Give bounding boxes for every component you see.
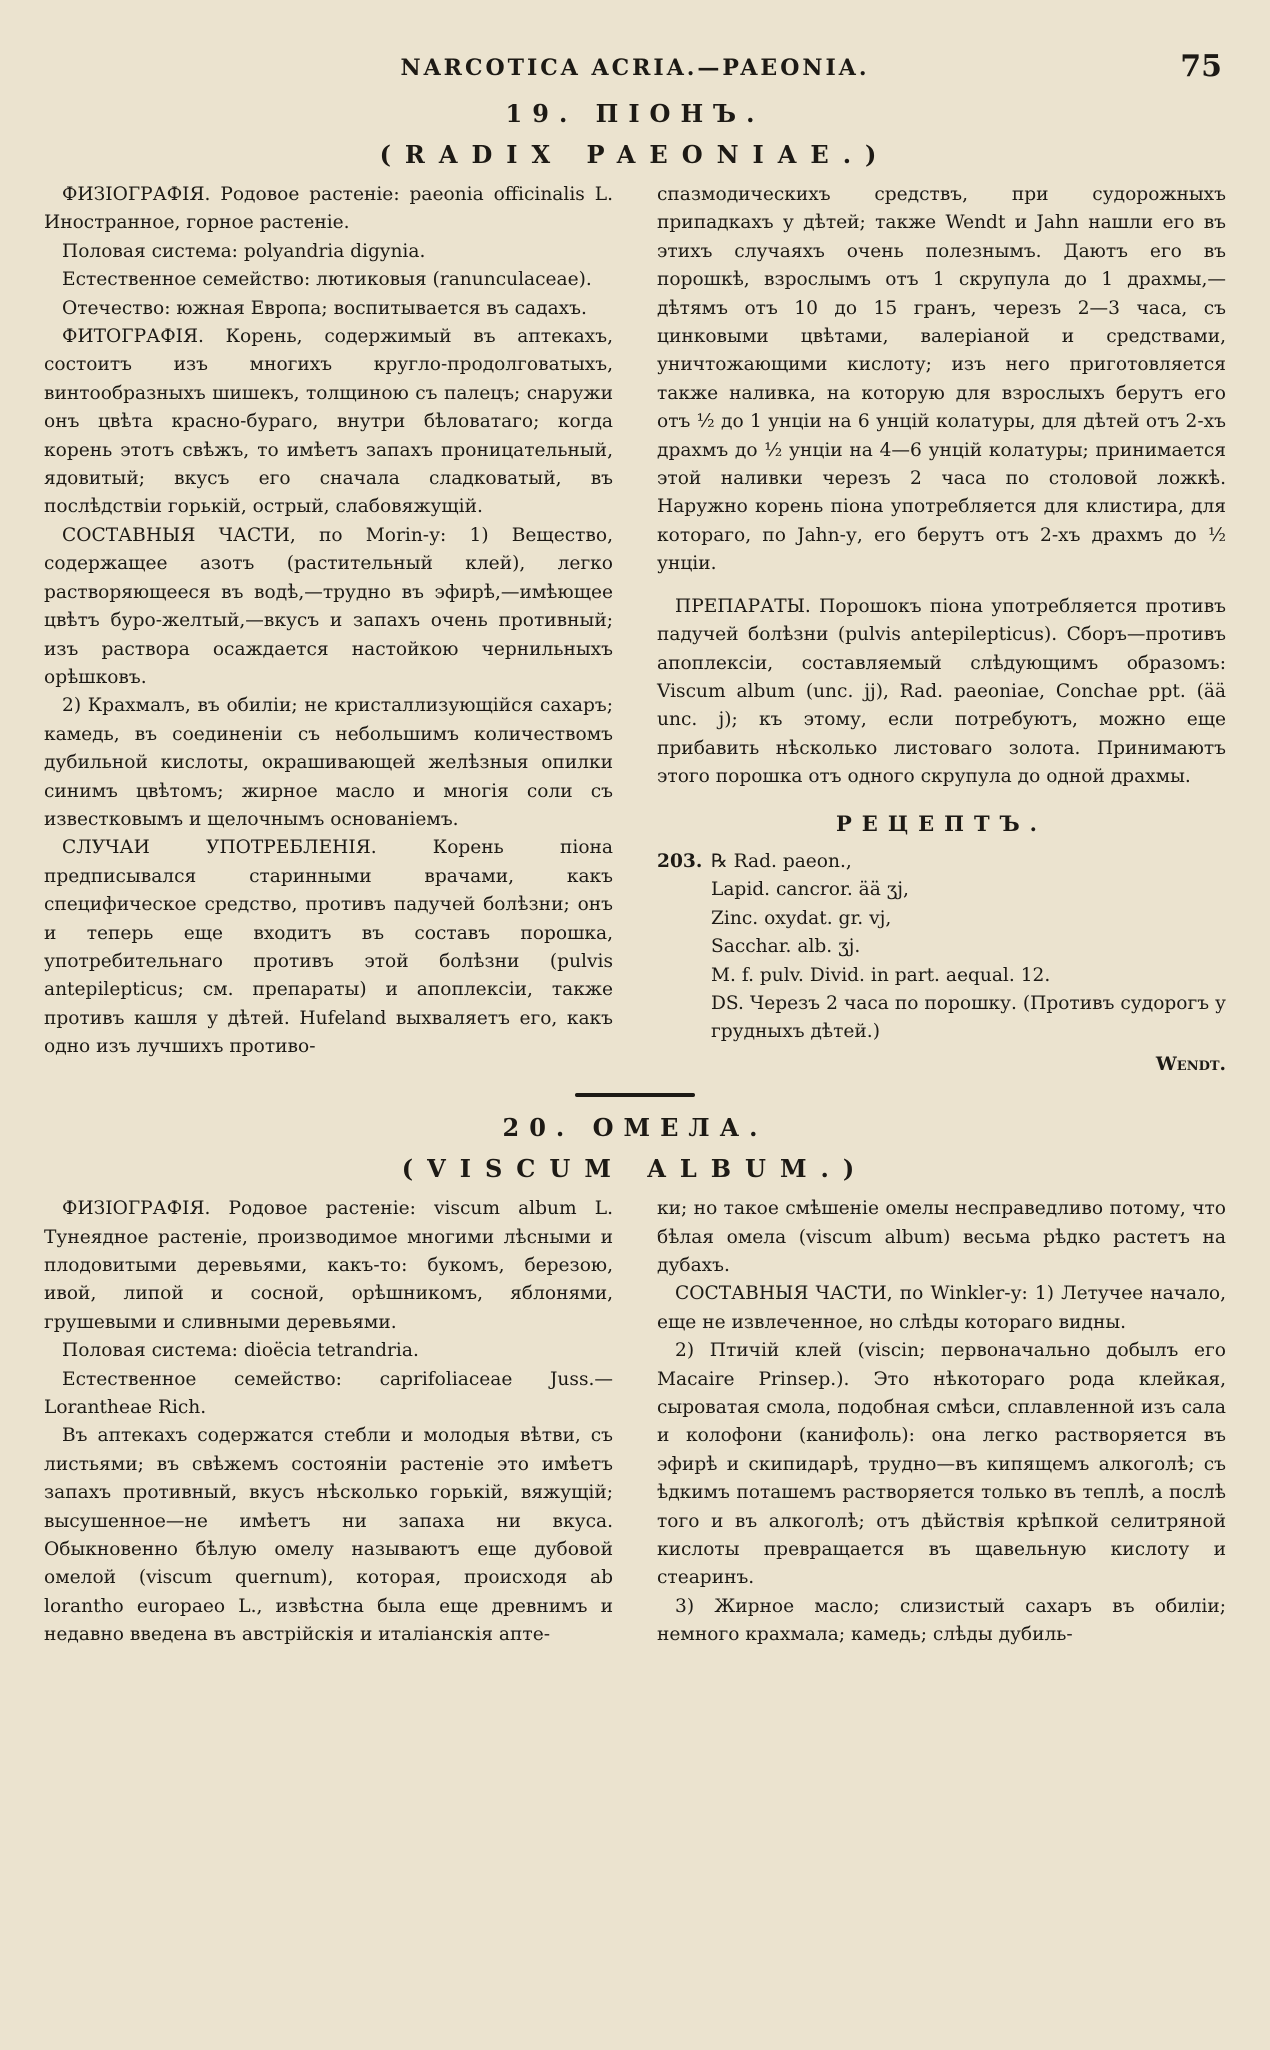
section-subtitle-peony: (RADIX PAEONIAE.) — [379, 140, 891, 169]
section-title-peony: 19. ПІОНЪ. — [505, 99, 765, 128]
left-column — [44, 1195, 613, 1650]
right-column — [657, 1195, 1226, 1650]
recipe-line: M. f. pulv. Divid. in part. aequal. 12. — [711, 964, 1051, 986]
recipe-line: Sacchar. alb. ʒj. — [711, 936, 861, 958]
right-column — [657, 181, 1226, 1079]
section-peony-columns — [44, 181, 1226, 1079]
paragraph: 2) Птичій клей (viscin; первоначально добылъ его Macaire Prinsep.). Это нѣкотораго рода клейкая, сыроватая смола, подобная смѣси, сплавленной изъ сала и колофони (канифоль): она легко растворяется въ эфирѣ и скипидарѣ, трудно—въ кипящемъ алкоголѣ; съ ѣдкимъ поташемъ растворяется только въ теплѣ, а послѣ того и въ алкоголѣ; отъ дѣйствія крѣпкой селитряной кислоты превращается въ щавельную кислоту и стеаринъ. — [657, 1340, 1226, 1589]
section-subtitle-mistletoe: (VISCUM ALBUM.) — [401, 1154, 869, 1184]
paragraph: СЛУЧАИ УПОТРЕБЛЕНІЯ. Корень піона предписывался старинными врачами, какъ специфическое средство, противъ падучей болѣзни; онъ и теперь еще входитъ въ составъ порошка, употребительнаго противъ этой болѣзни (pulvis antepilepticus; см. препараты) и апоплексіи, также противъ кашля у дѣтей. Hufeland выхваляетъ его, какъ одно изъ лучшихъ противо- — [44, 837, 613, 1058]
running-head-text: NARCOTICA ACRIA.—PAEONIA. — [400, 55, 870, 81]
recipe-block — [657, 848, 1226, 1079]
paragraph: 2) Крахмалъ, въ обиліи; не кристаллизующійся сахаръ; камедь, въ соединеніи съ небольшимъ количествомъ дубильной кислоты, окрашивающей желѣзныя опилки синимъ цвѣтомъ; жирное масло и многія соли съ известковымъ и щелочнымъ основаніемъ. — [44, 695, 613, 830]
paragraph: Половая система: dioëcia tetrandria. — [62, 1340, 419, 1362]
paragraph: ПРЕПАРАТЫ. Порошокъ піона употребляется противъ падучей болѣзни (pulvis antepilepticus). Сборъ—противъ апоплексіи, составляемый слѣдующимъ образомъ: Viscum album (unc. jj), Rad. paeoniae, Conchae ppt. (ää unc. j); къ этому, если потребуютъ, можно еще прибавить нѣсколько листоваго золота. Принимаютъ этого порошка отъ одного скрупула до одной драхмы. — [657, 595, 1226, 788]
page-number: 75 — [1180, 49, 1222, 84]
paragraph: ФИЗІОГРАФІЯ. Родовое растеніе: paeonia officinalis L. Иностранное, горное растеніе. — [44, 184, 613, 234]
running-head — [44, 49, 1226, 91]
left-column — [44, 181, 613, 1079]
recipe-line: DS. Черезъ 2 часа по порошку. (Противъ судорогъ у грудныхъ дѣтей.) — [711, 992, 1226, 1043]
section-mistletoe-columns — [44, 1195, 1226, 1650]
paragraph: ки; но такое смѣшеніе омелы несправедливо потому, что бѣлая омела (viscum album) весьма рѣдко растетъ на дубахъ. — [657, 1198, 1226, 1276]
recipe-number: 203. — [657, 850, 703, 872]
paragraph: Отечество: южная Европа; воспитывается въ садахъ. — [62, 297, 587, 319]
paragraph: СОСТАВНЫЯ ЧАСТИ, по Winkler-у: 1) Летучее начало, еще не извлеченное, но слѣды котораго видны. — [657, 1283, 1226, 1333]
paragraph: Въ аптекахъ содержатся стебли и молодыя вѣтви, съ листьями; въ свѣжемъ состояніи растеніе это имѣетъ запахъ противный, вкусъ нѣсколько горькій, вяжущій; высушенное—не имѣетъ ни запаха ни вкуса. Обыкновенно бѣлую омелу называютъ еще дубовой омелой (viscum quernum), которая, происходя ab loranthо europaeo L., извѣстна была еще древнимъ и недавно введена въ австрійскія и италіанскія апте- — [44, 1425, 613, 1646]
recipe-signature: Wendt. — [1155, 1053, 1226, 1075]
paragraph: ФИЗІОГРАФІЯ. Родовое растеніе: viscum album L. Тунеядное растеніе, производимое многими лѣсными и плодовитыми деревьями, какъ-то: букомъ, березою, ивой, липой и сосной, орѣшникомъ, яблонями, грушевыми и сливными деревьями. — [44, 1198, 613, 1333]
recipe-line: Zinc. oxydat. gr. vj, — [711, 907, 892, 929]
paragraph: Естественное семейство: лютиковыя (ranunculaceae). — [62, 269, 592, 291]
recipe-line: Lapid. cancror. ää ʒj, — [711, 879, 909, 901]
paragraph: 3) Жирное масло; слизистый сахаръ въ обиліи; немного крахмала; камедь; слѣды дубиль- — [657, 1595, 1226, 1646]
paragraph: Половая система: polyandria digynia. — [62, 240, 426, 262]
paragraph: СОСТАВНЫЯ ЧАСТИ, по Morin-у: 1) Вещество, содержащее азотъ (растительный клей), легко растворяющееся въ водѣ,—трудно въ эфирѣ,—имѣющее цвѣтъ буро-желтый,—вкусъ и запахъ очень противный; изъ раствора осаждается настойкою чернильныхъ орѣшковъ. — [44, 524, 613, 688]
paragraph: Естественное семейство: caprifoliaceae Juss.—Lorantheae Rich. — [44, 1368, 613, 1419]
recipe-line: ℞ Rad. paeon., — [711, 850, 852, 872]
recipe-title: РЕЦЕПТЪ. — [836, 810, 1047, 836]
section-divider — [44, 1093, 1226, 1097]
paragraph: спазмодическихъ средствъ, при судорожныхъ припадкахъ у дѣтей; также Wendt и Jahn нашли его въ этихъ случаяхъ очень полезнымъ. Даютъ его въ порошкѣ, взрослымъ отъ 1 скрупула до 1 драхмы,—дѣтямъ отъ 10 до 15 гранъ, черезъ 2—3 часа, съ цинковыми цвѣтами, валеріаной и средствами, уничтожающими кислоту; изъ него приготовляется также наливка, на которую для взрослыхъ берутъ его отъ ½ до 1 унціи на 6 унцій колатуры, для дѣтей отъ 2-хъ драхмъ до ½ унціи на 4—6 унцій колатуры; принимается этой наливки черезъ 2 часа по столовой ложкѣ. Наружно корень піона употребляется для клистира, для котораго, по Jahn-у, его берутъ отъ 2-хъ драхмъ до ½ унціи. — [657, 184, 1226, 575]
section-title-mistletoe: 20. ОМЕЛА. — [502, 1113, 768, 1143]
paragraph: ФИТОГРАФІЯ. Корень, содержимый въ аптекахъ, состоитъ изъ многихъ кругло-продолговатыхъ, винтообразныхъ шишекъ, толщиною съ палецъ; снаружи онъ цвѣта красно-бураго, внутри бѣловатаго; когда корень этотъ свѣжъ, то имѣетъ запахъ проницательный, ядовитый; вкусъ его сначала сладковатый, въ послѣдствіи горькій, острый, слабовяжущій. — [44, 326, 613, 518]
